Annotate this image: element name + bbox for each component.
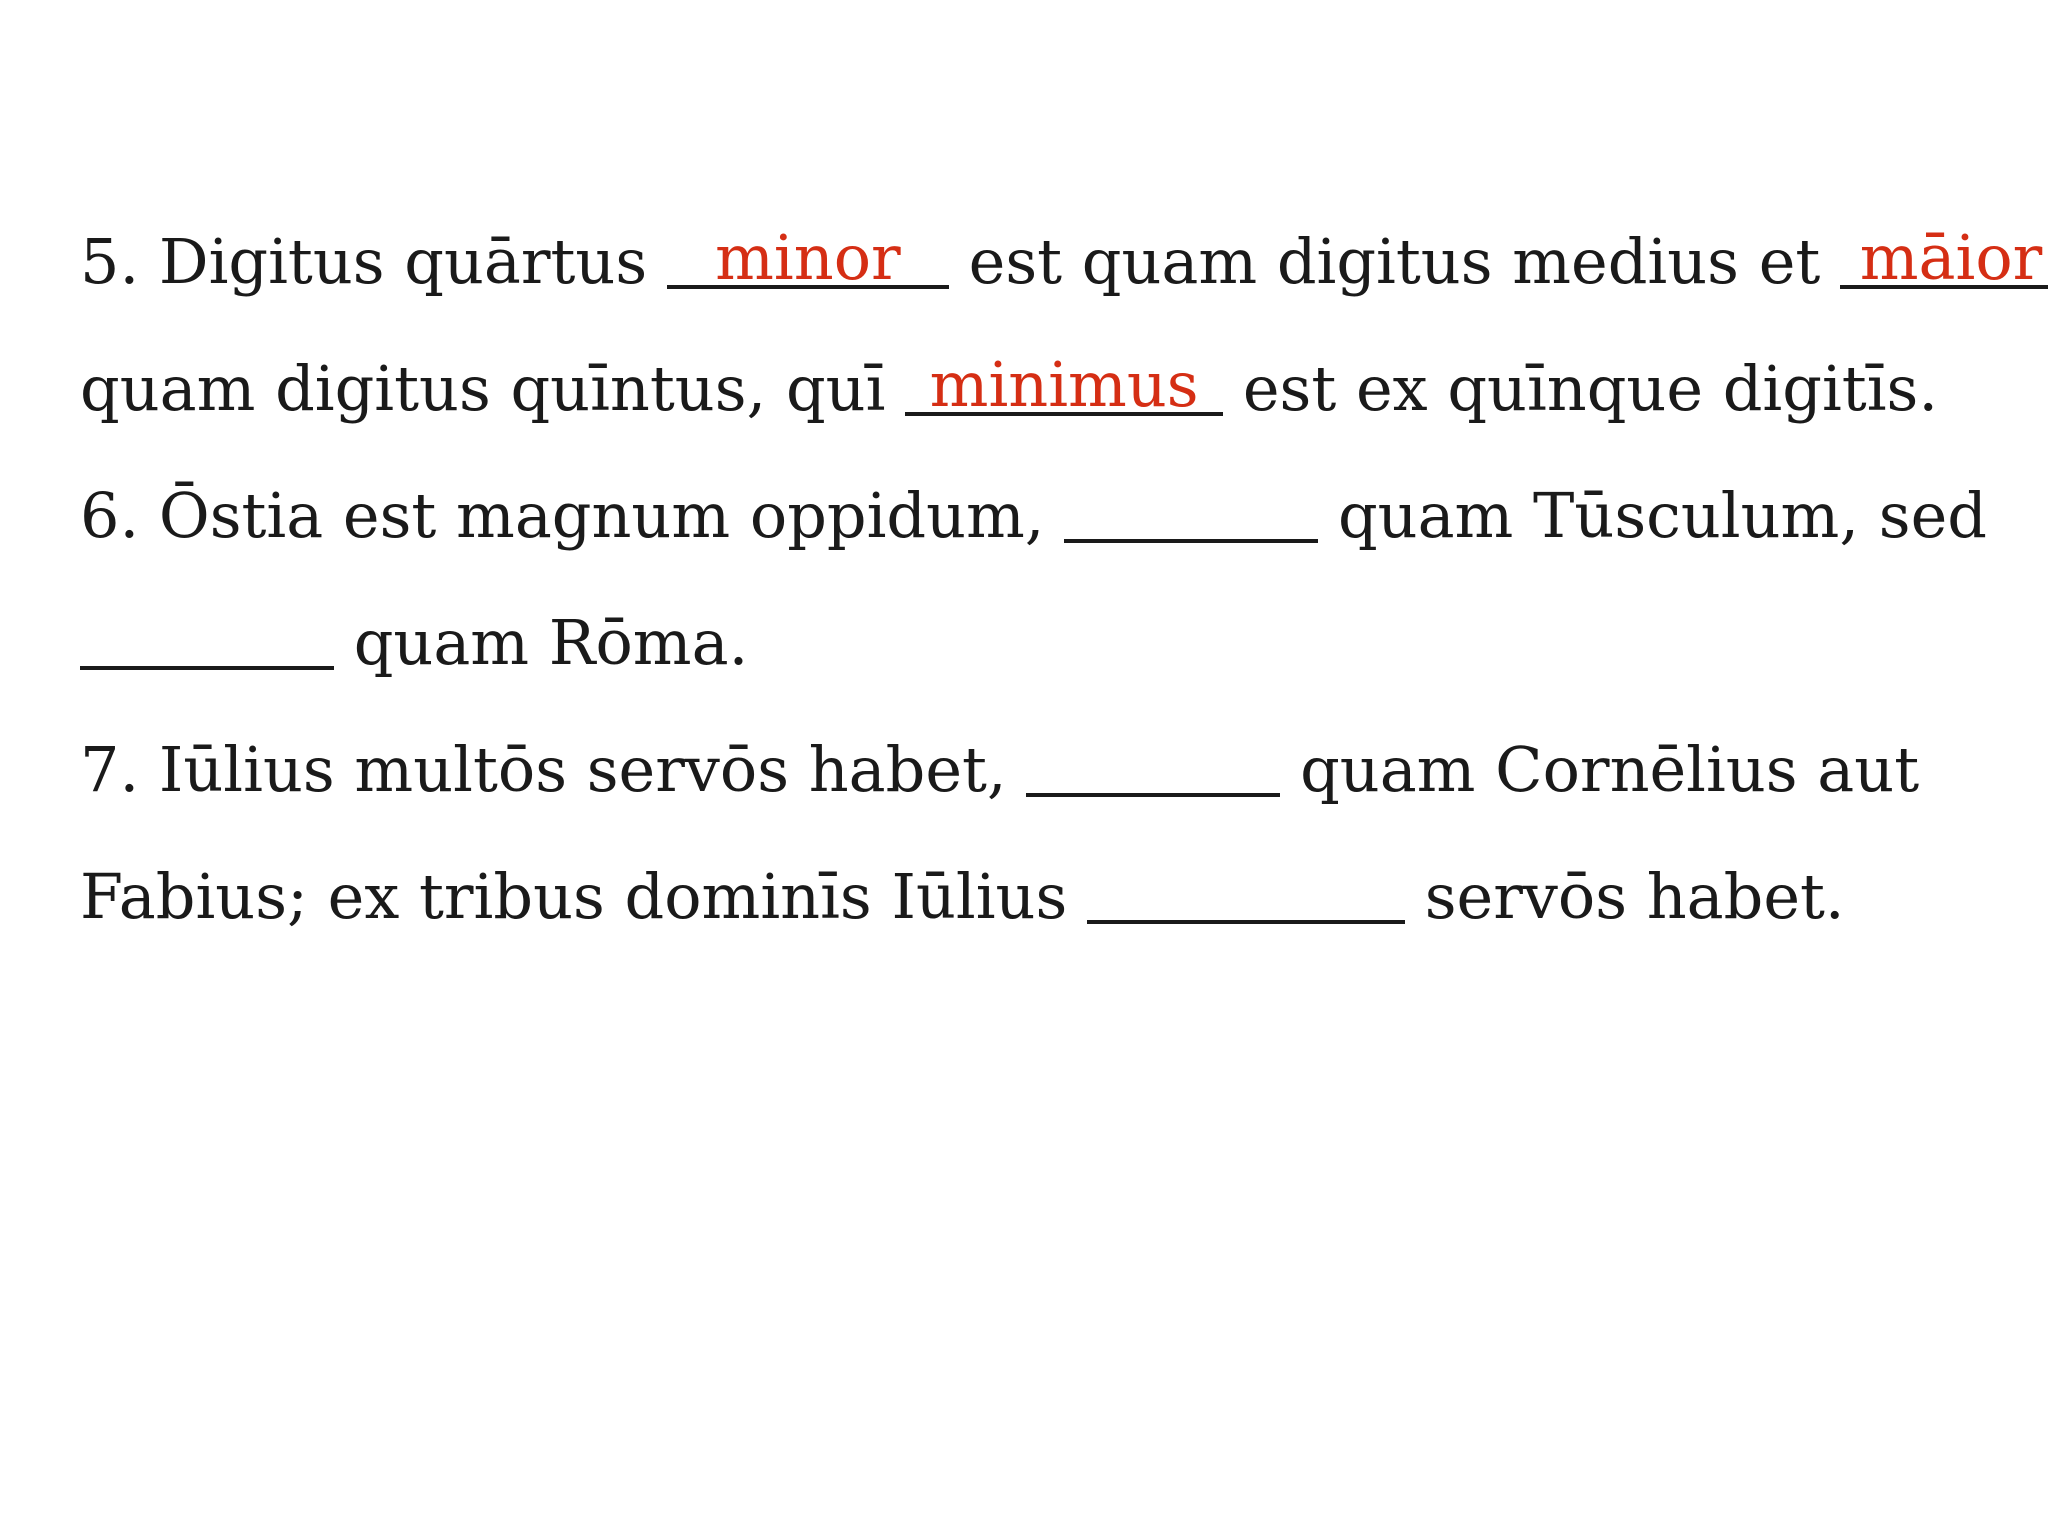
answer-minor: minor	[715, 221, 901, 294]
exercise-6-blank-2[interactable]	[80, 604, 334, 670]
answer-minimus: minimus	[929, 348, 1199, 421]
exercise-7-line-2	[80, 833, 1980, 960]
exercise-6-text: quam Tūsculum, sed	[1337, 479, 1987, 552]
exercise-7-text: 7. Iūlius multōs servōs habet,	[80, 733, 1007, 806]
exercise-5-text: 5. Digitus quārtus	[80, 225, 648, 298]
exercise-7-blank-2[interactable]	[1087, 858, 1405, 924]
exercise-6-text: quam Rōma.	[353, 606, 749, 679]
exercise-7-text: Fabius; ex tribus dominīs Iūlius	[80, 860, 1068, 933]
answer-maior: māior	[1859, 221, 2043, 294]
exercise-6-blank-1[interactable]	[1064, 477, 1318, 543]
exercise-5-text: est quam digitus medius et	[968, 225, 1821, 298]
exercise-5-line-2	[80, 325, 1980, 452]
exercise-7-text: quam Cornēlius aut	[1300, 733, 1920, 806]
exercise-6-text: 6. Ōstia est magnum oppidum,	[80, 479, 1045, 552]
exercise-5-line-1	[80, 198, 2043, 325]
exercise-5-text: quam digitus quīntus, quī	[80, 352, 886, 425]
exercise-5-text: est ex quīnque digitīs.	[1242, 352, 1939, 425]
exercise-5-blank-2[interactable]	[1840, 221, 2048, 294]
exercise-list	[80, 198, 2043, 960]
exercise-6-line-1	[80, 452, 1987, 579]
exercise-5-blank-1[interactable]	[667, 221, 949, 294]
exercise-7-blank-1[interactable]	[1026, 731, 1280, 797]
exercise-5-blank-3[interactable]	[905, 348, 1223, 421]
exercise-6-line-2	[80, 579, 1980, 706]
exercise-7-line-1	[80, 706, 1980, 833]
exercise-7-text: servōs habet.	[1424, 860, 1845, 933]
